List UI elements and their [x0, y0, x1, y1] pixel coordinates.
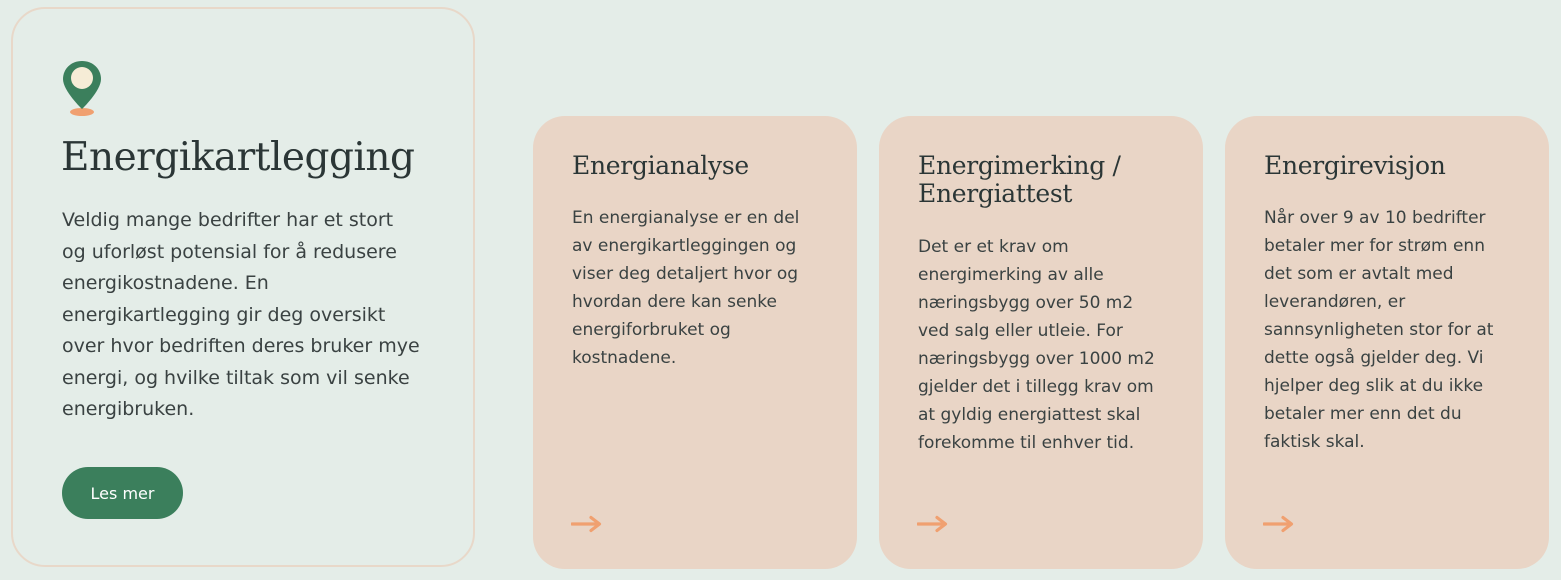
card-description: En energianalyse er en del av energikartleggingen og viser deg detaljert hvor og hvordan dere kan senke energiforbruket og kostnadene. [572, 208, 800, 368]
arrow-right-icon[interactable] [917, 515, 949, 533]
main-title: Energikartlegging [61, 135, 415, 180]
main-description: Veldig mange bedrifter har et stort og uforløst potensial for å redusere energikostnadene. En energikartlegging gir deg oversikt over hvor bedriften deres bruker mye energi, og hvilke tiltak som vil senke energibruken. [62, 209, 420, 420]
card-title: Energianalyse [572, 151, 749, 180]
service-card-energimerking[interactable] [879, 116, 1203, 569]
arrow-right-icon[interactable] [1263, 515, 1295, 533]
card-title: Energirevisjon [1264, 151, 1446, 180]
card-description: Når over 9 av 10 bedrifter betaler mer for strøm enn det som er avtalt med leverandøren, er sannsynligheten stor for at dette også gjelder deg. Vi hjelper deg slik at du ikke betaler mer enn det du faktisk skal. [1264, 208, 1494, 452]
service-card-energirevisjon[interactable] [1225, 116, 1549, 569]
card-description: Det er et krav om energimerking av alle næringsbygg over 50 m2 ved salg eller utleie. For næringsbygg over 1000 m2 gjelder det i tillegg krav om at gyldig energiattest skal forekomme til enhver tid. [918, 237, 1155, 453]
card-title: Energimerking / Energiattest [918, 151, 1121, 208]
read-more-button[interactable]: Les mer [62, 467, 183, 519]
main-service-card [11, 7, 475, 567]
service-card-energianalyse[interactable] [533, 116, 857, 569]
location-pin-icon [61, 59, 103, 119]
arrow-right-icon[interactable] [571, 515, 603, 533]
